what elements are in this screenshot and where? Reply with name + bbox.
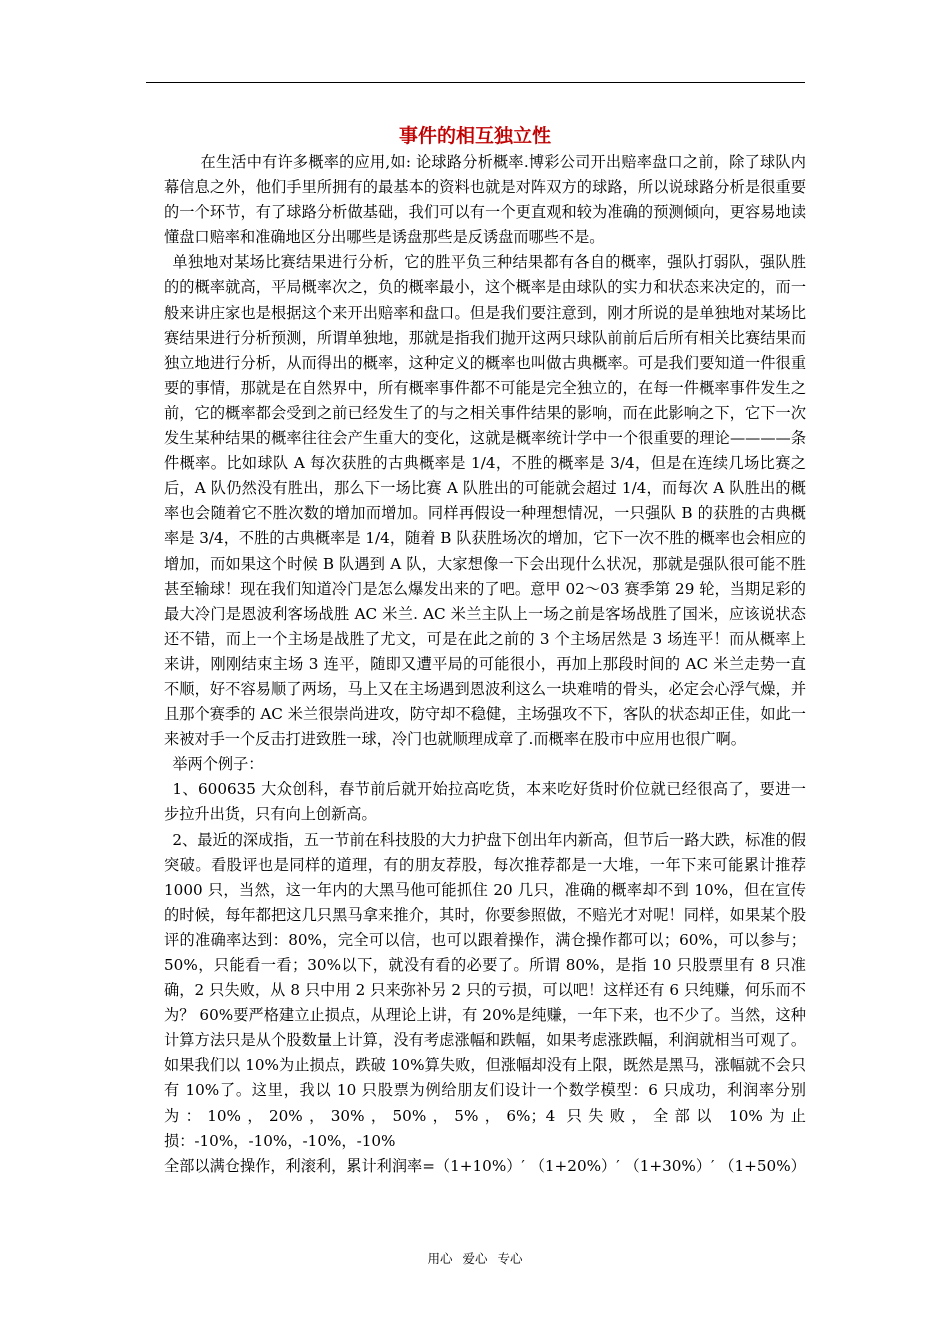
paragraph-formula: 全部以满仓操作，利滚利，累计利润率=（1+10%）′ （1+20%）′ （1+30%）′ （1+50%）	[164, 1156, 806, 1175]
paragraph-conditional-probability: 单独地对某场比赛结果进行分析，它的胜平负三种结果都有各自的概率，强队打弱队，强队胜的的概率就高，平局概率次之，负的概率最小，这个概率是由球队的实力和状态来决定的，而一般来讲庄家也是根据这个来开出赔率和盘口。但是我们要注意到，刚才所说的是单独地对某场比赛结果进行分析预测，所谓单独地，那就是指我们抛开这两只球队前前后后所有相关比赛结果而独立地进行分析，从而得出的概率，这种定义的概率也叫做古典概率。可是我们要知道一件很重要的事情，那就是在自然界中，所有概率事件都不可能是完全独立的，在每一件概率事件发生之前，它的概率都会受到之前已经发生了的与之相关事件结果的影响，而在此影响之下，它下一次发生某种结果的概率往往会产生重大的变化，这就是概率统计学中一个很重要的理论————条件概率。比如球队 A 每次获胜的古典概率是 1/4，不胜的概率是 3/4，但是在连续几场比赛之后，A 队仍然没有胜出，那么下一场比赛 A 队胜出的可能就会超过 1/4，而每次 A 队胜出的概率也会随着它不胜次数的增加而增加。同样再假设一种理想情况，一只强队 B 的获胜的古典概率是 3/4，不胜的古典概率是 1/4，随着 B 队获胜场次的增加，它下一次不胜的概率也会相应的增加，而如果这个时候 B 队遇到 A 队，大家想像一下会出现什么状况，那就是强队很可能不胜甚至输球！现在我们知道冷门是怎么爆发出来的了吧。意甲 02～03 赛季第 29 轮，当期足彩的最大冷门是恩波利客场战胜 AC 米兰. AC 米兰主队上一场之前是客场战胜了国米，应该说状态还不错，而上一个主场是战胜了尤文，可是在此之前的 3 个主场居然是 3 场连平！而从概率上来讲，刚刚结束主场 3 连平，随即又遭平局的可能很小，再加上那段时间的 AC 米兰走势一直不顺，好不容易顺了两场，马上又在主场遇到恩波利这么一块难啃的骨头，必定会心浮气燥，并且那个赛季的 AC 米兰很崇尚进攻，防守却不稳健，主场强攻不下，客队的状态却正佳，如此一来被对手一个反击打进致胜一球，冷门也就顺理成章了.而概率在股市中应用也很广啊。	[164, 253, 806, 749]
page-footer: 用心 爱心 专心	[427, 1251, 523, 1266]
paragraph-examples-heading: 举两个例子：	[172, 755, 264, 774]
paragraph-example-1: 1、600635 大众创科，春节前后就开始拉高吃货，本来吃好货时价位就已经很高了，要进一步拉升出货，只有向上创新高。	[164, 780, 806, 824]
page-title: 事件的相互独立性	[398, 125, 551, 147]
document-body	[164, 150, 806, 1179]
paragraph-intro: 在生活中有许多概率的应用,如: 论球路分析概率.博彩公司开出赔率盘口之前，除了球队内幕信息之外，他们手里所拥有的最基本的资料也就是对阵双方的球路，所以说球路分析是很重要的一个环节，有了球路分析做基础，我们可以有一个更直观和较为准确的预测倾向，更容易地读懂盘口赔率和准确地区分出哪些是诱盘那些是反诱盘而哪些不是。	[164, 153, 806, 247]
paragraph-example-2: 2、最近的深成指，五一节前在科技股的大力护盘下创出年内新高，但节后一路大跌，标准的假突破。看股评也是同样的道理，有的朋友荐股，每次推荐都是一大堆，一年下来可能累计推荐 1000 只，当然，这一年内的大黑马他可能抓住 20 几只，准确的概率却不到 10%，但在宣传的时候，每年都把这几只黑马拿来推介，其时，你要参照做，不赔光才对呢！同样，如果某个股评的准确率达到：80%，完全可以信，也可以跟着操作，满仓操作都可以；60%，可以参与；50%，只能看一看；30%以下，就没有看的必要了。所谓 80%，是指 10 只股票里有 8 只准确，2 只失败，从 8 只中用 2 只来弥补另 2 只的亏损，可以吧！这样还有 6 只纯赚，何乐而不为？ 60%要严格建立止损点，从理论上讲，有 20%是纯赚，一年下来，也不少了。当然，这种计算方法只是从个股数量上计算，没有考虑涨幅和跌幅，如果考虑涨跌幅，利润就相当可观了。如果我们以 10%为止损点，跌破 10%算失败，但涨幅却没有上限，既然是黑马，涨幅就不会只有 10%了。这里，我以 10 只股票为例给朋友们设计一个数学模型：6 只成功，利润率分别为：10%，20%，30%，50%，5%，6%；4 只失败，全部以 10%为止损：-10%，-10%，-10%，-10%	[164, 830, 806, 1150]
header-rule	[146, 82, 805, 83]
